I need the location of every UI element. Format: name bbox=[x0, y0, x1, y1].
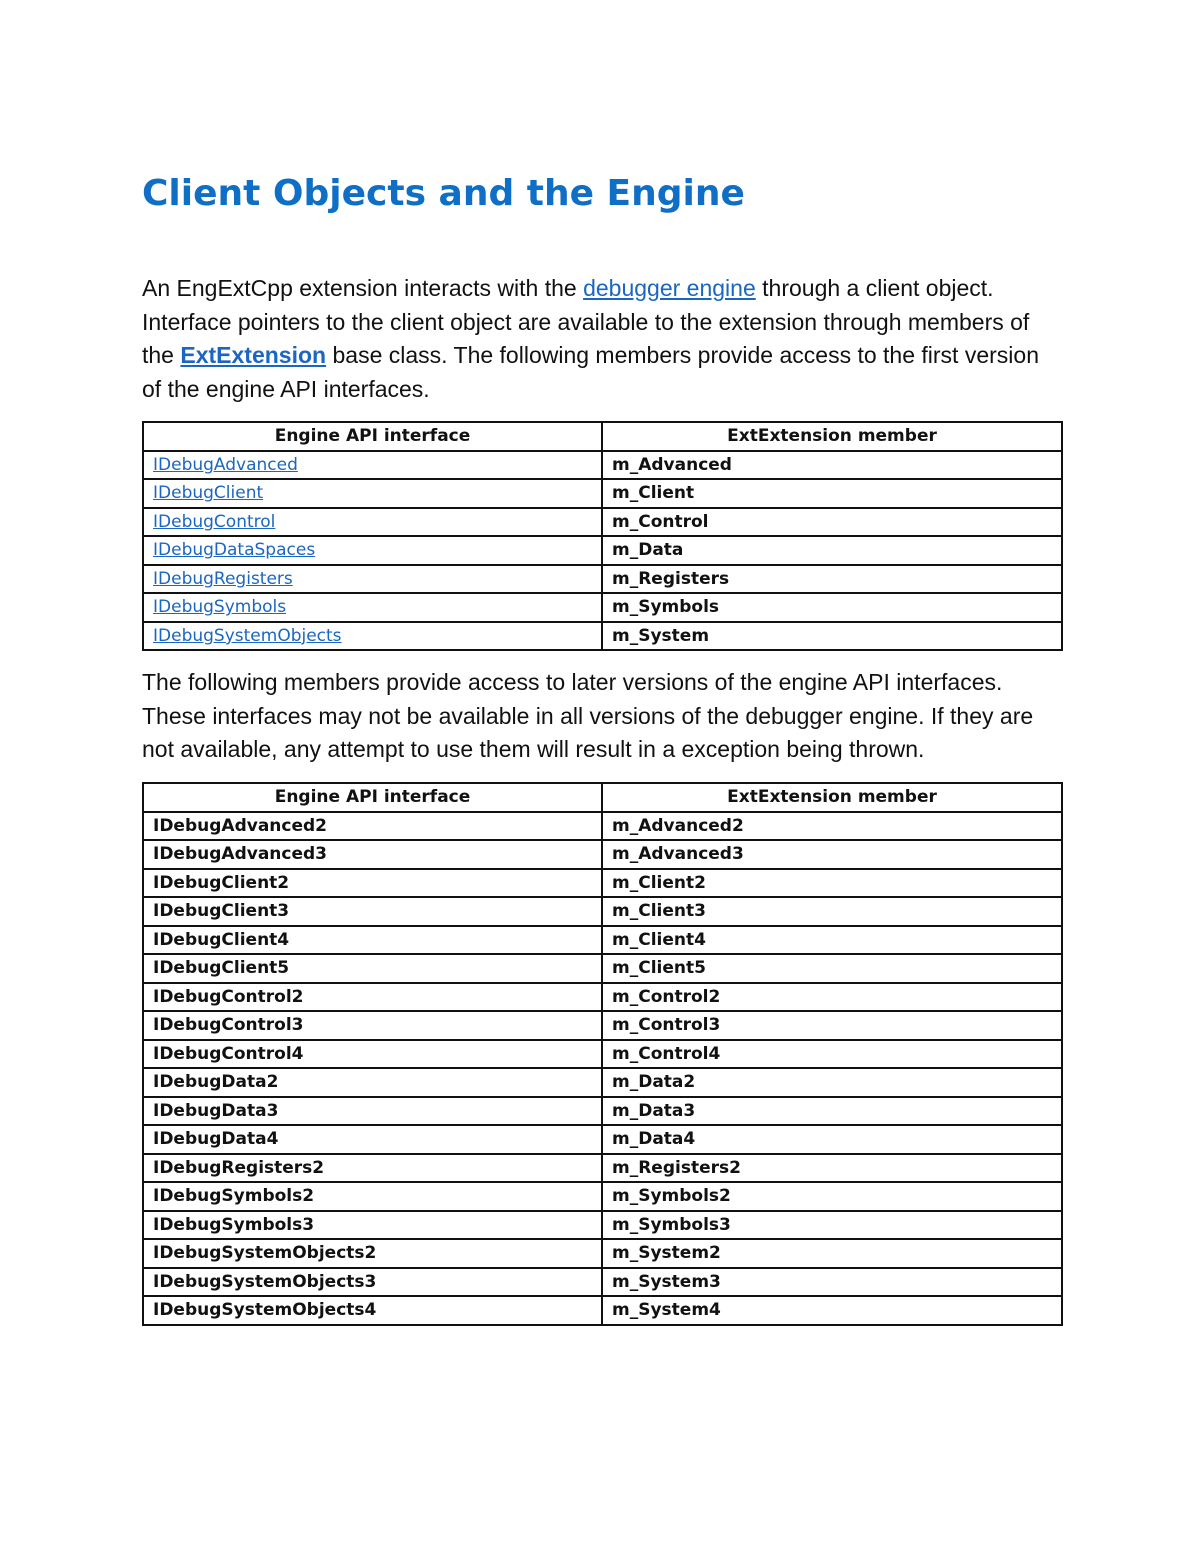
column-header-interface: Engine API interface bbox=[143, 783, 602, 812]
interface-name: IDebugAdvanced2 bbox=[143, 812, 602, 841]
member-name: m_System3 bbox=[602, 1268, 1062, 1297]
interface-name: IDebugData4 bbox=[143, 1125, 602, 1154]
column-header-member: ExtExtension member bbox=[602, 422, 1062, 451]
interface-name: IDebugSymbols2 bbox=[143, 1182, 602, 1211]
member-name: m_Client bbox=[602, 479, 1062, 508]
table-row bbox=[143, 812, 1062, 841]
interface-name: IDebugSystemObjects2 bbox=[143, 1239, 602, 1268]
table-row bbox=[143, 451, 1062, 480]
member-name: m_Advanced3 bbox=[602, 840, 1062, 869]
later-version-interfaces-table bbox=[142, 782, 1063, 1326]
table-row bbox=[143, 1040, 1062, 1069]
interface-name: IDebugSystemObjects4 bbox=[143, 1296, 602, 1325]
intro-text-3: base class. The following members provide access to the first version of the engine API interfaces. bbox=[142, 342, 1039, 402]
interface-name: IDebugAdvanced3 bbox=[143, 840, 602, 869]
table-row bbox=[143, 1125, 1062, 1154]
interface-link[interactable]: IDebugAdvanced bbox=[143, 451, 602, 480]
table-header-row bbox=[143, 783, 1062, 812]
column-header-member: ExtExtension member bbox=[602, 783, 1062, 812]
extextension-link[interactable]: ExtExtension bbox=[180, 342, 327, 368]
table-row bbox=[143, 1154, 1062, 1183]
interface-name: IDebugClient3 bbox=[143, 897, 602, 926]
interface-name: IDebugControl4 bbox=[143, 1040, 602, 1069]
member-name: m_Symbols bbox=[602, 593, 1062, 622]
table-row bbox=[143, 622, 1062, 651]
table-row bbox=[143, 840, 1062, 869]
interface-name: IDebugControl2 bbox=[143, 983, 602, 1012]
table-row bbox=[143, 1182, 1062, 1211]
interface-name: IDebugData3 bbox=[143, 1097, 602, 1126]
member-name: m_System2 bbox=[602, 1239, 1062, 1268]
member-name: m_Client2 bbox=[602, 869, 1062, 898]
member-name: m_Control2 bbox=[602, 983, 1062, 1012]
table-row bbox=[143, 536, 1062, 565]
table-row bbox=[143, 479, 1062, 508]
intro-text-1: An EngExtCpp extension interacts with the bbox=[142, 275, 584, 301]
member-name: m_Control bbox=[602, 508, 1062, 537]
interface-link[interactable]: IDebugDataSpaces bbox=[143, 536, 602, 565]
interface-link[interactable]: IDebugRegisters bbox=[143, 565, 602, 594]
table-row bbox=[143, 1239, 1062, 1268]
member-name: m_Data2 bbox=[602, 1068, 1062, 1097]
interface-name: IDebugData2 bbox=[143, 1068, 602, 1097]
table-row bbox=[143, 1296, 1062, 1325]
table-row bbox=[143, 926, 1062, 955]
interface-name: IDebugClient5 bbox=[143, 954, 602, 983]
intro-paragraph bbox=[142, 272, 1062, 406]
table-row bbox=[143, 1068, 1062, 1097]
interface-name: IDebugClient4 bbox=[143, 926, 602, 955]
later-versions-paragraph: The following members provide access to later versions of the engine API interfaces. These interfaces may not be available in all versions of the debugger engine. If they are not available, any attempt to use them will result in a exception being thrown. bbox=[142, 669, 1034, 762]
member-name: m_Symbols3 bbox=[602, 1211, 1062, 1240]
table-header-row bbox=[143, 422, 1062, 451]
member-name: m_Client3 bbox=[602, 897, 1062, 926]
member-name: m_Symbols2 bbox=[602, 1182, 1062, 1211]
interface-link[interactable]: IDebugClient bbox=[143, 479, 602, 508]
member-name: m_Registers bbox=[602, 565, 1062, 594]
table-row bbox=[143, 593, 1062, 622]
member-name: m_Data bbox=[602, 536, 1062, 565]
member-name: m_Data4 bbox=[602, 1125, 1062, 1154]
member-name: m_Control3 bbox=[602, 1011, 1062, 1040]
table-row bbox=[143, 897, 1062, 926]
member-name: m_Control4 bbox=[602, 1040, 1062, 1069]
member-name: m_Client5 bbox=[602, 954, 1062, 983]
member-name: m_System4 bbox=[602, 1296, 1062, 1325]
member-name: m_System bbox=[602, 622, 1062, 651]
interface-name: IDebugControl3 bbox=[143, 1011, 602, 1040]
table-row bbox=[143, 869, 1062, 898]
member-name: m_Advanced bbox=[602, 451, 1062, 480]
table-row bbox=[143, 983, 1062, 1012]
member-name: m_Data3 bbox=[602, 1097, 1062, 1126]
table-row bbox=[143, 1211, 1062, 1240]
interface-name: IDebugSymbols3 bbox=[143, 1211, 602, 1240]
table-row bbox=[143, 1268, 1062, 1297]
table-row bbox=[143, 1097, 1062, 1126]
table-row bbox=[143, 1011, 1062, 1040]
member-name: m_Client4 bbox=[602, 926, 1062, 955]
table-row bbox=[143, 565, 1062, 594]
interface-link[interactable]: IDebugSymbols bbox=[143, 593, 602, 622]
table-row bbox=[143, 954, 1062, 983]
table-row bbox=[143, 508, 1062, 537]
interface-name: IDebugSystemObjects3 bbox=[143, 1268, 602, 1297]
column-header-interface: Engine API interface bbox=[143, 422, 602, 451]
interface-name: IDebugClient2 bbox=[143, 869, 602, 898]
page-title: Client Objects and the Engine bbox=[142, 173, 745, 214]
interface-link[interactable]: IDebugSystemObjects bbox=[143, 622, 602, 651]
interface-name: IDebugRegisters2 bbox=[143, 1154, 602, 1183]
member-name: m_Advanced2 bbox=[602, 812, 1062, 841]
interface-link[interactable]: IDebugControl bbox=[143, 508, 602, 537]
member-name: m_Registers2 bbox=[602, 1154, 1062, 1183]
intro-text-2: through a client object. Interface pointers to the client object are available to the extension through members of the bbox=[142, 275, 1030, 368]
first-version-interfaces-table bbox=[142, 421, 1063, 651]
debugger-engine-link[interactable]: debugger engine bbox=[583, 275, 756, 301]
